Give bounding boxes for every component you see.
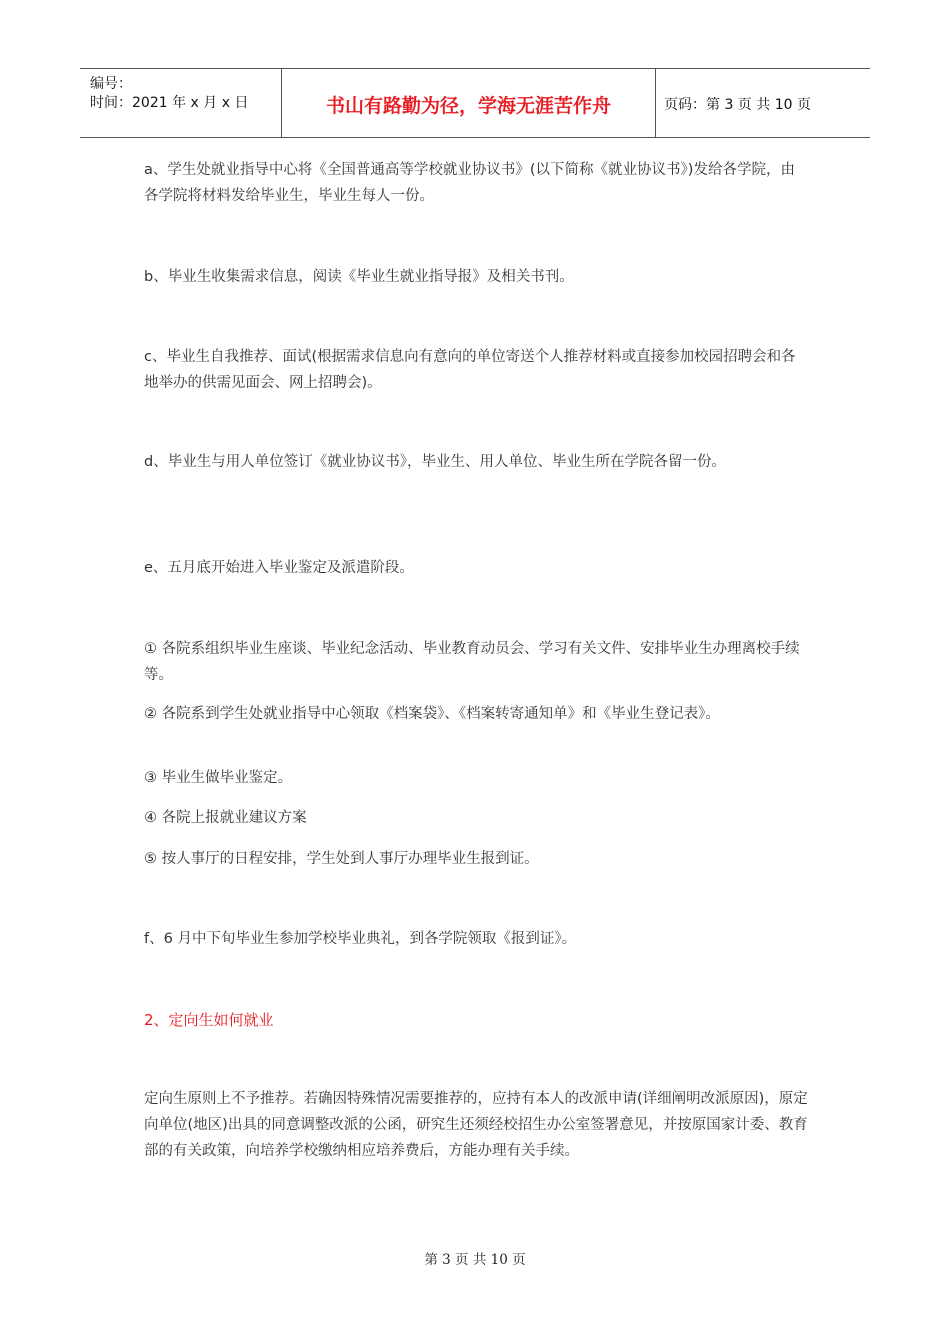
- list-item-e3: ③ 毕业生做毕业鉴定。: [144, 770, 293, 786]
- header-motto: 书山有路勤为径，学海无涯苦作舟: [325, 95, 611, 117]
- list-item-e4: ④ 各院上报就业建议方案: [144, 810, 307, 826]
- paragraph-d: d、毕业生与用人单位签订《就业协议书》，毕业生、用人单位、毕业生所在学院各留一份。: [144, 454, 726, 470]
- list-item-e5: ⑤ 按人事厅的日程安排，学生处到人事厅办理毕业生报到证。: [144, 851, 539, 867]
- document-number-label: 编号：: [90, 76, 132, 92]
- list-item-e1: ① 各院系组织毕业生座谈、毕业纪念活动、毕业教育动员会、学习有关文件、安排毕业生办理离校手续等。: [144, 641, 800, 683]
- page-footer: 第 3 页 共 10 页: [424, 1252, 526, 1268]
- document-date: 时间：2021 年 x 月 x 日: [90, 95, 249, 111]
- header-page-info: 页码：第 3 页 共 10 页: [664, 97, 811, 113]
- paragraph-e: e、五月底开始进入毕业鉴定及派遣阶段。: [144, 560, 414, 576]
- list-item-e2: ② 各院系到学生处就业指导中心领取《档案袋》、《档案转寄通知单》和《毕业生登记表》。: [144, 706, 720, 722]
- section-body: 定向生原则上不予推荐。若确因特殊情况需要推荐的，应持有本人的改派申请(详细阐明改派原因)，原定向单位(地区)出具的同意调整改派的公函，研究生还须经校招生办公室签署意见，并按原国家计委、教育部的有关政策，向培养学校缴纳相应培养费后，方能办理有关手续。: [144, 1091, 808, 1159]
- paragraph-a: a、学生处就业指导中心将《全国普通高等学校就业协议书》(以下简称《就业协议书》)发给各学院，由各学院将材料发给毕业生，毕业生每人一份。: [144, 162, 795, 204]
- section-heading: 2、定向生如何就业: [144, 1011, 274, 1029]
- paragraph-c: c、毕业生自我推荐、面试(根据需求信息向有意向的单位寄送个人推荐材料或直接参加校园招聘会和各地举办的供需见面会、网上招聘会)。: [144, 349, 796, 391]
- paragraph-b: b、毕业生收集需求信息，阅读《毕业生就业指导报》及相关书刊。: [144, 269, 574, 285]
- page-header: [80, 68, 870, 138]
- header-meta-cell: [80, 69, 281, 137]
- paragraph-f: f、6 月中下旬毕业生参加学校毕业典礼，到各学院领取《报到证》。: [144, 931, 577, 947]
- header-motto-cell: [281, 69, 656, 137]
- header-page-cell: [655, 69, 870, 137]
